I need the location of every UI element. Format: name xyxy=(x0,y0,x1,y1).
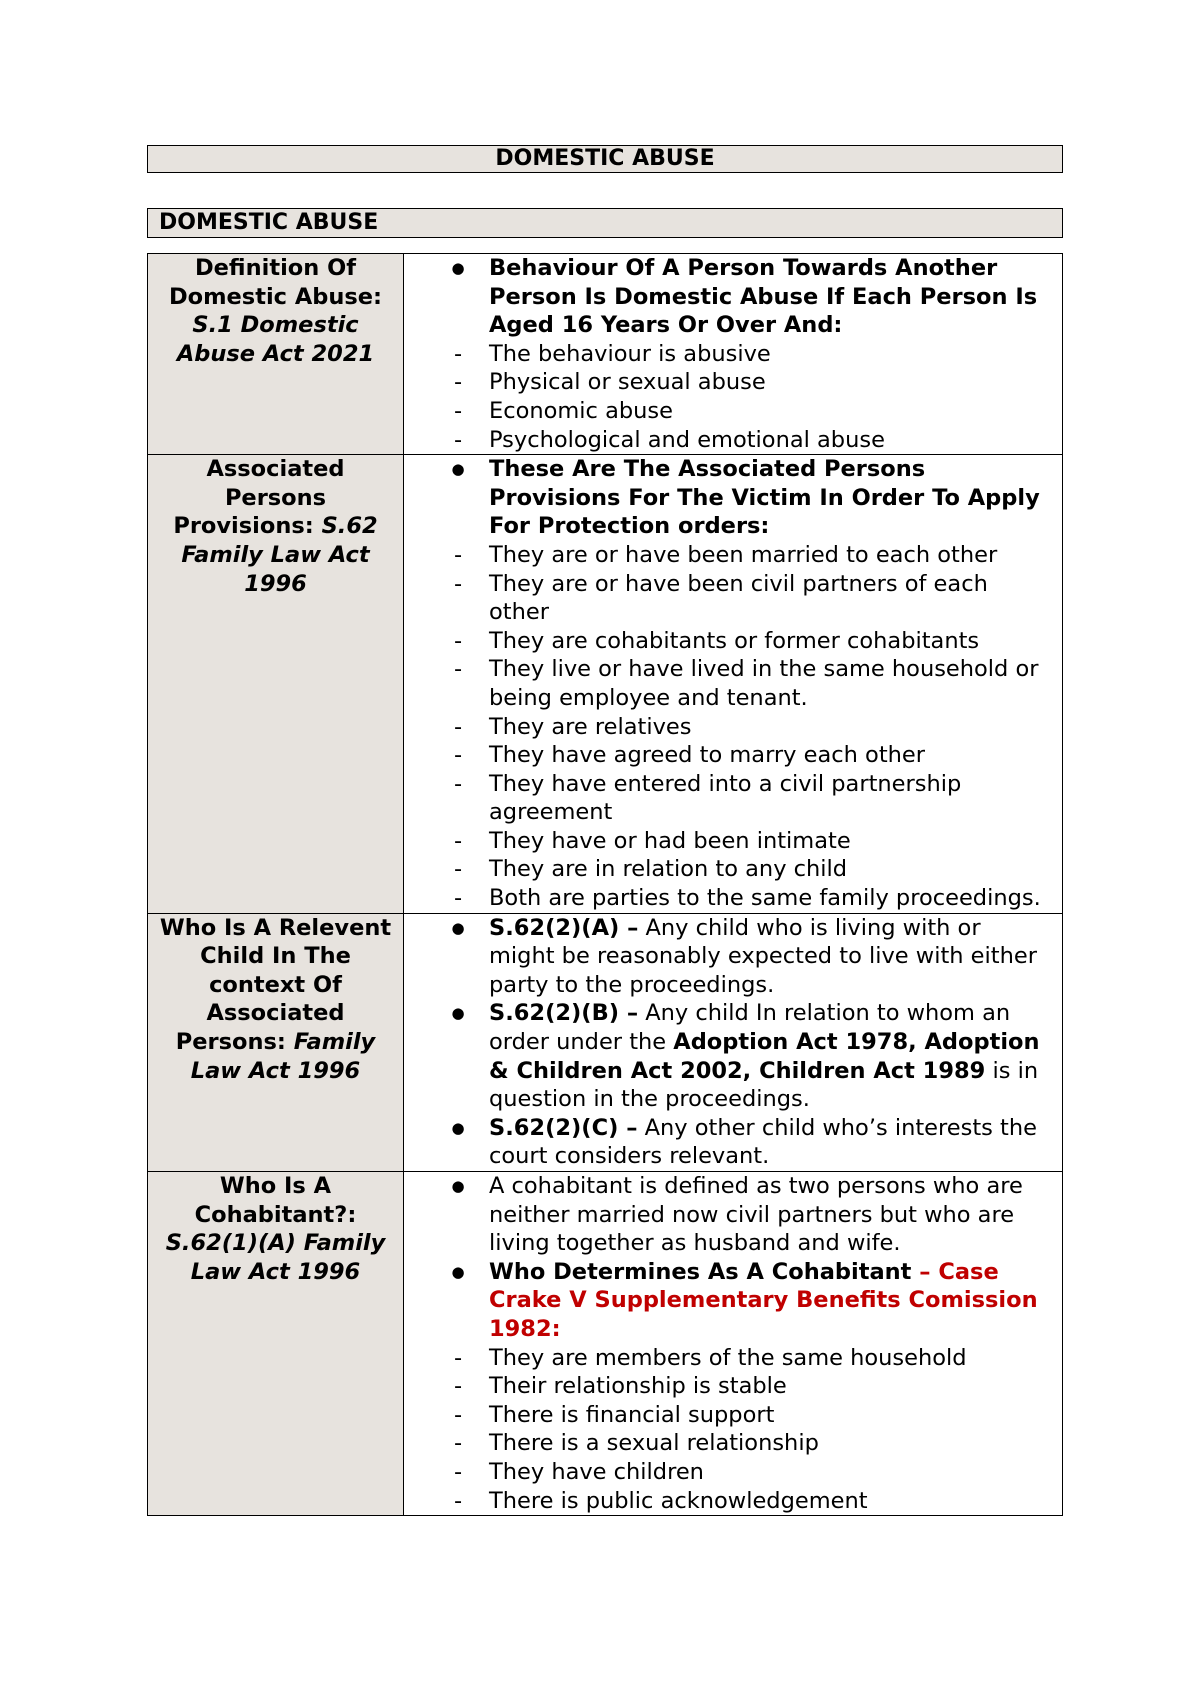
row-label-plain: Definition Of Domestic Abuse: xyxy=(168,255,383,310)
bullet-item xyxy=(404,999,1052,1113)
dash-marker: - xyxy=(453,656,463,683)
item-text: The behaviour is abusive xyxy=(489,340,771,367)
bullet-marker: ● xyxy=(451,918,465,937)
bullet-marker: ● xyxy=(451,259,465,277)
table-row xyxy=(148,1172,1063,1516)
bullet-item xyxy=(404,914,1052,1000)
dash-item xyxy=(404,541,1052,570)
dash-item xyxy=(404,713,1052,742)
dash-item xyxy=(404,397,1052,426)
dash-marker: - xyxy=(453,1458,463,1485)
item-text: Who Determines As A Cohabitant xyxy=(489,1258,912,1285)
item-text: – Case Crake V Supplementary Benefits Comission 1982: xyxy=(489,1258,1038,1342)
dash-item xyxy=(404,655,1052,712)
item-text: There is a sexual relationship xyxy=(489,1430,819,1457)
item-text: S.62(2)(C) – xyxy=(489,1114,638,1141)
bullet-marker: ● xyxy=(451,1177,465,1195)
item-text: They have children xyxy=(489,1458,704,1485)
bullet-item xyxy=(404,455,1052,541)
dash-marker: - xyxy=(453,856,463,883)
row-item-list xyxy=(404,1172,1052,1515)
item-text: Both are parties to the same family proceedings. xyxy=(489,885,1041,912)
row-label-statute: S.62(1)(A) Family Law Act 1996 xyxy=(165,1230,386,1285)
row-label-cell xyxy=(148,254,404,455)
item-text: Economic abuse xyxy=(489,397,673,424)
bullet-item xyxy=(404,1172,1052,1258)
dash-marker: - xyxy=(453,627,463,654)
dash-item xyxy=(404,1401,1052,1430)
bullet-marker: ● xyxy=(451,460,465,479)
dash-marker: - xyxy=(453,1430,463,1457)
dash-item xyxy=(404,884,1052,913)
item-text: Behaviour Of A Person Towards Another Person Is Domestic Abuse If Each Person Is Aged 16 Years Or Over And: xyxy=(489,255,1038,339)
item-text: They have agreed to marry each other xyxy=(489,742,925,769)
item-text: They live or have lived in the same household or being employee and tenant. xyxy=(489,656,1039,711)
table-row xyxy=(148,455,1063,914)
dash-item xyxy=(404,770,1052,827)
dash-item xyxy=(404,1458,1052,1487)
item-text: These Are The Associated Persons Provisions For The Victim In Order To Apply For Protection orders: xyxy=(489,456,1040,540)
bullet-item xyxy=(404,1258,1052,1344)
dash-item xyxy=(404,340,1052,369)
item-text: Any child In relation to whom an order under the xyxy=(489,1000,1011,1056)
item-text: They are members of the same household xyxy=(489,1344,967,1371)
item-text: There is public acknowledgement xyxy=(489,1487,868,1514)
dash-marker: - xyxy=(453,426,463,453)
dash-marker: - xyxy=(453,742,463,769)
table-row xyxy=(148,254,1063,455)
dash-item xyxy=(404,1429,1052,1458)
item-text: They have entered into a civil partnership agreement xyxy=(489,770,962,826)
row-content-cell xyxy=(404,913,1063,1171)
dash-item xyxy=(404,570,1052,627)
item-text: Their relationship is stable xyxy=(489,1373,787,1400)
dash-marker: - xyxy=(453,1487,463,1514)
item-text: A cohabitant is defined as two persons who are neither married now civil partners but who are living together as husband and wife. xyxy=(489,1173,1023,1257)
content-table-body xyxy=(148,254,1063,1516)
dash-item xyxy=(404,855,1052,884)
row-label-statute: S.1 Domestic Abuse Act 2021 xyxy=(176,312,375,367)
dash-marker: - xyxy=(453,1373,463,1400)
dash-item xyxy=(404,426,1052,455)
item-text: They are in relation to any child xyxy=(489,856,848,883)
row-label-plain: Who Is A Cohabitant?: xyxy=(194,1173,357,1228)
item-text: Psychological and emotional abuse xyxy=(489,426,885,453)
dash-marker: - xyxy=(453,885,463,912)
dash-marker: - xyxy=(453,713,463,740)
dash-marker: - xyxy=(453,570,463,597)
dash-marker: - xyxy=(453,1344,463,1371)
row-label-plain: Who Is A Relevent Child In The context Of Associated Persons: xyxy=(159,914,392,1056)
bullet-marker: ● xyxy=(451,1262,465,1281)
row-label-cell xyxy=(148,455,404,914)
row-item-list xyxy=(404,455,1052,913)
item-text: Adoption Act 1978, Adoption & Children Act 2002, Children Act 1989 xyxy=(489,1029,1040,1084)
item-text: Any other child who’s interests the court considers relevant. xyxy=(489,1114,1037,1170)
row-label-statute: S.62 Family Law Act 1996 xyxy=(181,513,378,597)
dash-marker: - xyxy=(453,827,463,854)
row-label-plain: Associated Persons Provisions: xyxy=(173,456,345,540)
dash-item xyxy=(404,1487,1052,1516)
item-text: They are relatives xyxy=(489,713,692,740)
item-text: They are or have been civil partners of each other xyxy=(489,570,988,626)
bullet-marker: ● xyxy=(451,1004,465,1023)
item-text: S.62(2)(B) – xyxy=(489,1000,639,1027)
row-content-cell xyxy=(404,455,1063,914)
row-item-list xyxy=(404,254,1052,454)
content-table xyxy=(147,253,1063,1516)
row-content-cell xyxy=(404,254,1063,455)
item-text: They are cohabitants or former cohabitants xyxy=(489,627,980,654)
dash-marker: - xyxy=(453,369,463,396)
item-text: They have or had been intimate xyxy=(489,827,851,854)
row-content-cell xyxy=(404,1172,1063,1516)
dash-item xyxy=(404,741,1052,770)
item-text: is in question in the proceedings. xyxy=(489,1057,1039,1113)
bullet-item xyxy=(404,1114,1052,1171)
bullet-marker: ● xyxy=(451,1118,465,1137)
dash-item xyxy=(404,827,1052,856)
table-row xyxy=(148,913,1063,1171)
dash-item xyxy=(404,1344,1052,1373)
item-text: There is financial support xyxy=(489,1401,775,1428)
dash-marker: - xyxy=(453,541,463,568)
item-text: Any child who is living with or might be reasonably expected to live with either party to the proceedings. xyxy=(489,914,1037,998)
item-text: Physical or sexual abuse xyxy=(489,369,766,396)
bullet-item xyxy=(404,254,1052,340)
item-text: They are or have been married to each other xyxy=(489,541,998,568)
dash-marker: - xyxy=(453,340,463,367)
dash-marker: - xyxy=(453,397,463,424)
row-item-list xyxy=(404,914,1052,1171)
section-heading: DOMESTIC ABUSE xyxy=(147,208,1063,238)
dash-marker: - xyxy=(453,1401,463,1428)
dash-item xyxy=(404,368,1052,397)
item-text: S.62(2)(A) – xyxy=(489,914,639,941)
row-label-cell xyxy=(148,913,404,1171)
row-label-statute: Family Law Act 1996 xyxy=(190,1029,376,1084)
page-title: DOMESTIC ABUSE xyxy=(147,145,1063,173)
row-label-cell xyxy=(148,1172,404,1516)
dash-item xyxy=(404,1372,1052,1401)
dash-marker: - xyxy=(453,770,463,797)
dash-item xyxy=(404,627,1052,656)
